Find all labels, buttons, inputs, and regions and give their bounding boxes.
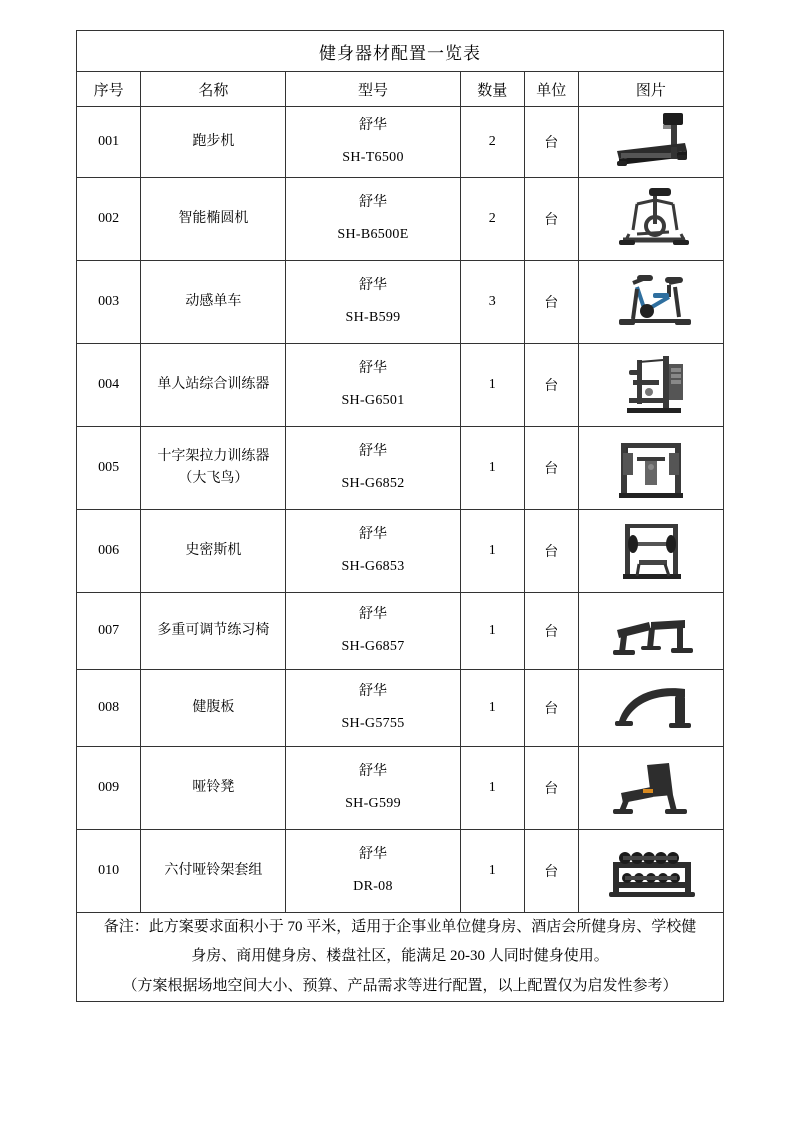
column-header-name: 名称 <box>141 72 286 107</box>
cell-unit: 台 <box>524 344 578 427</box>
cell-unit: 台 <box>524 670 578 747</box>
cell-name: 多重可调节练习椅 <box>141 593 286 670</box>
cell-model <box>286 427 460 510</box>
column-header-unit: 单位 <box>524 72 578 107</box>
column-header-qty: 数量 <box>460 72 524 107</box>
model-brand: 舒华 <box>358 846 387 862</box>
dumbbell-bench-icon <box>593 753 709 823</box>
model-brand: 舒华 <box>358 194 387 210</box>
model-code: SH-G6501 <box>341 393 405 408</box>
cell-no: 004 <box>77 344 141 427</box>
cable-crossover-icon <box>593 433 709 503</box>
note-row <box>77 913 724 1002</box>
cell-qty: 1 <box>460 747 524 830</box>
cell-name: 跑步机 <box>141 107 286 178</box>
cell-image <box>578 107 723 178</box>
model-code: DR-08 <box>353 879 393 894</box>
cell-unit: 台 <box>524 178 578 261</box>
cell-name: 智能椭圆机 <box>141 178 286 261</box>
cell-no: 009 <box>77 747 141 830</box>
table-row <box>77 670 724 747</box>
elliptical-icon <box>593 184 709 254</box>
model-brand: 舒华 <box>358 360 387 376</box>
table-row <box>77 427 724 510</box>
cell-qty: 1 <box>460 510 524 593</box>
cell-unit: 台 <box>524 593 578 670</box>
model-code: SH-G599 <box>345 796 401 811</box>
cell-no: 008 <box>77 670 141 747</box>
cell-unit: 台 <box>524 107 578 178</box>
column-header-image: 图片 <box>578 72 723 107</box>
cell-unit: 台 <box>524 261 578 344</box>
model-code: SH-G6853 <box>341 559 405 574</box>
table-row <box>77 261 724 344</box>
cell-qty: 1 <box>460 830 524 913</box>
model-brand: 舒华 <box>358 277 387 293</box>
model-brand: 舒华 <box>358 763 387 779</box>
model-code: SH-G6852 <box>341 476 405 491</box>
model-brand: 舒华 <box>358 526 387 542</box>
note-line-1-text: 此方案要求面积小于 70 平米，适用于企事业单位健身房、酒店会所健身房、学校健 <box>148 919 697 935</box>
note-line-2: 身房、商用健身房、楼盘社区，能满足 20-30 人同时健身使用。 <box>191 948 609 965</box>
cell-image <box>578 427 723 510</box>
cell-name: 六付哑铃架套组 <box>141 830 286 913</box>
cell-image <box>578 670 723 747</box>
adjustable-bench-icon <box>593 596 709 666</box>
table-title-row <box>77 31 724 72</box>
spin-bike-icon <box>593 267 709 337</box>
column-header-model: 型号 <box>286 72 460 107</box>
table-row <box>77 178 724 261</box>
cell-no: 006 <box>77 510 141 593</box>
cell-no: 007 <box>77 593 141 670</box>
cell-model <box>286 747 460 830</box>
cell-no: 002 <box>77 178 141 261</box>
cell-image <box>578 510 723 593</box>
multi-gym-icon <box>593 350 709 420</box>
cell-qty: 1 <box>460 593 524 670</box>
table-row <box>77 510 724 593</box>
cell-name: 健腹板 <box>141 670 286 747</box>
cell-image <box>578 178 723 261</box>
cell-name: 哑铃凳 <box>141 747 286 830</box>
cell-image <box>578 261 723 344</box>
cell-qty: 2 <box>460 178 524 261</box>
model-code: SH-G5755 <box>341 716 405 731</box>
cell-unit: 台 <box>524 747 578 830</box>
treadmill-icon <box>593 107 709 177</box>
page-title: 健身器材配置一览表 <box>77 31 724 72</box>
cell-no: 003 <box>77 261 141 344</box>
table-row <box>77 747 724 830</box>
equipment-table <box>76 30 724 1002</box>
cell-name <box>141 427 286 510</box>
cell-image <box>578 344 723 427</box>
cell-image <box>578 593 723 670</box>
note-block <box>77 913 724 1002</box>
cell-model <box>286 510 460 593</box>
cell-qty: 1 <box>460 427 524 510</box>
note-label: 备注： <box>103 919 149 935</box>
cell-image <box>578 830 723 913</box>
smith-machine-icon <box>593 516 709 586</box>
cell-unit: 台 <box>524 510 578 593</box>
cell-name-line2: （大飞鸟） <box>178 471 249 486</box>
model-code: SH-B599 <box>345 310 401 325</box>
table-row <box>77 830 724 913</box>
cell-model <box>286 261 460 344</box>
cell-model <box>286 670 460 747</box>
column-header-no: 序号 <box>77 72 141 107</box>
model-brand: 舒华 <box>358 117 387 133</box>
cell-name: 史密斯机 <box>141 510 286 593</box>
cell-unit: 台 <box>524 830 578 913</box>
cell-no: 005 <box>77 427 141 510</box>
table-row <box>77 107 724 178</box>
cell-qty: 1 <box>460 670 524 747</box>
dumbbell-rack-icon <box>593 836 709 906</box>
model-code: SH-T6500 <box>342 150 404 165</box>
ab-board-icon <box>593 673 709 743</box>
cell-name: 单人站综合训练器 <box>141 344 286 427</box>
cell-no: 001 <box>77 107 141 178</box>
cell-qty: 2 <box>460 107 524 178</box>
cell-model <box>286 344 460 427</box>
model-code: SH-B6500E <box>337 227 409 242</box>
cell-name-line1: 十字架拉力训练器 <box>157 449 270 465</box>
note-line-1 <box>77 913 723 942</box>
cell-model <box>286 830 460 913</box>
model-brand: 舒华 <box>358 443 387 459</box>
model-brand: 舒华 <box>358 683 387 699</box>
cell-image <box>578 747 723 830</box>
cell-qty: 1 <box>460 344 524 427</box>
cell-name: 动感单车 <box>141 261 286 344</box>
note-line-3: （方案根据场地空间大小、预算、产品需求等进行配置，以上配置仅为启发性参考） <box>122 977 678 994</box>
cell-model <box>286 178 460 261</box>
table-header-row <box>77 72 724 107</box>
table-row <box>77 593 724 670</box>
table-row <box>77 344 724 427</box>
model-code: SH-G6857 <box>341 639 405 654</box>
cell-no: 010 <box>77 830 141 913</box>
cell-model <box>286 593 460 670</box>
cell-unit: 台 <box>524 427 578 510</box>
cell-model <box>286 107 460 178</box>
cell-qty: 3 <box>460 261 524 344</box>
model-brand: 舒华 <box>358 606 387 622</box>
